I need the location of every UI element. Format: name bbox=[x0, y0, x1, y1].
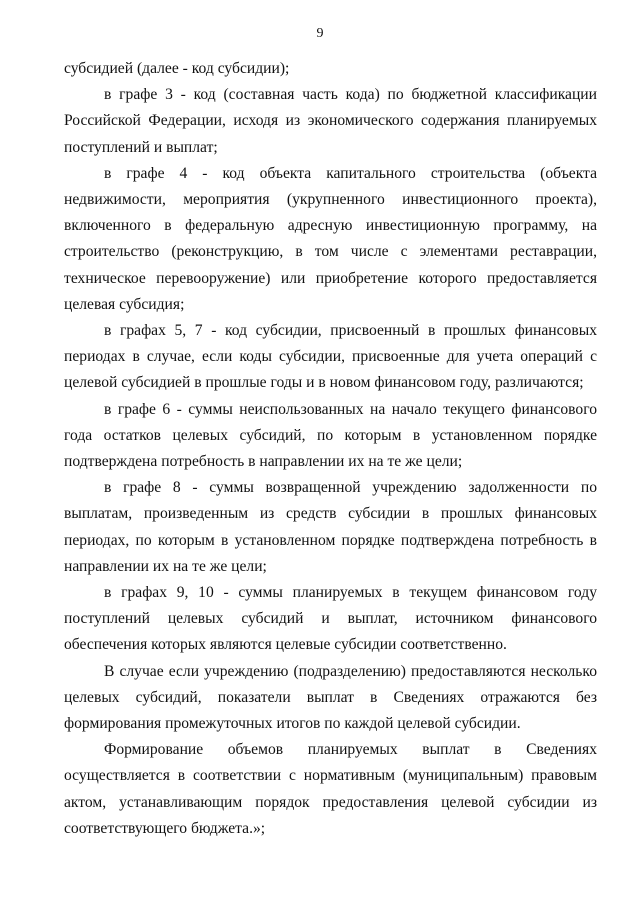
paragraph-column-3: в графе 3 - код (составная часть кода) по бюджетной классификации Российской Федерации, исходя из экономического содержания планируемых поступлений и выплат; bbox=[64, 86, 597, 156]
paragraph-column-4: в графе 4 - код объекта капитального строительства (объекта недвижимости, мероприятия (укрупненного инвестиционного проекта), включенного в федеральную адресную инвестиционную программу, на строительство (реконструкцию, в том числе с элементами реставрации, техническое перевооружение) или приобретение которого предоставляется целевая субсидия; bbox=[64, 164, 597, 313]
paragraph-continuation: субсидией (далее - код субсидии); bbox=[64, 60, 290, 77]
document-body bbox=[64, 56, 597, 842]
paragraph-columns-5-7: в графах 5, 7 - код субсидии, присвоенный в прошлых финансовых периодах в случае, если коды субсидии, присвоенные для учета операций с целевой субсидией в прошлые годы и в новом финансовом году, различаются; bbox=[64, 322, 597, 392]
paragraph-formation-volumes: Формирование объемов планируемых выплат в Сведениях осуществляется в соответствии с нормативным (муниципальным) правовым актом, устанавливающим порядок предоставления целевой субсидии из соответствующего бюджета.»; bbox=[64, 741, 597, 837]
page-number: 9 bbox=[316, 26, 324, 41]
paragraph-column-8: в графе 8 - суммы возвращенной учреждению задолженности по выплатам, произведенным из средств субсидии в прошлых финансовых периодах, по которым в установленном порядке подтверждена потребность в направлении их на те же цели; bbox=[64, 479, 597, 575]
paragraph-multiple-subsidies: В случае если учреждению (подразделению) предоставляются несколько целевых субсидий, показатели выплат в Сведениях отражаются без формирования промежуточных итогов по каждой целевой субсидии. bbox=[64, 662, 597, 733]
paragraph-columns-9-10: в графах 9, 10 - суммы планируемых в текущем финансовом году поступлений целевых субсидий и выплат, источником финансового обеспечения которых являются целевые субсидии соответственно. bbox=[64, 584, 597, 654]
paragraph-column-6: в графе 6 - суммы неиспользованных на начало текущего финансового года остатков целевых субсидий, по которым в установленном порядке подтверждена потребность в направлении их на те же цели; bbox=[64, 400, 597, 471]
